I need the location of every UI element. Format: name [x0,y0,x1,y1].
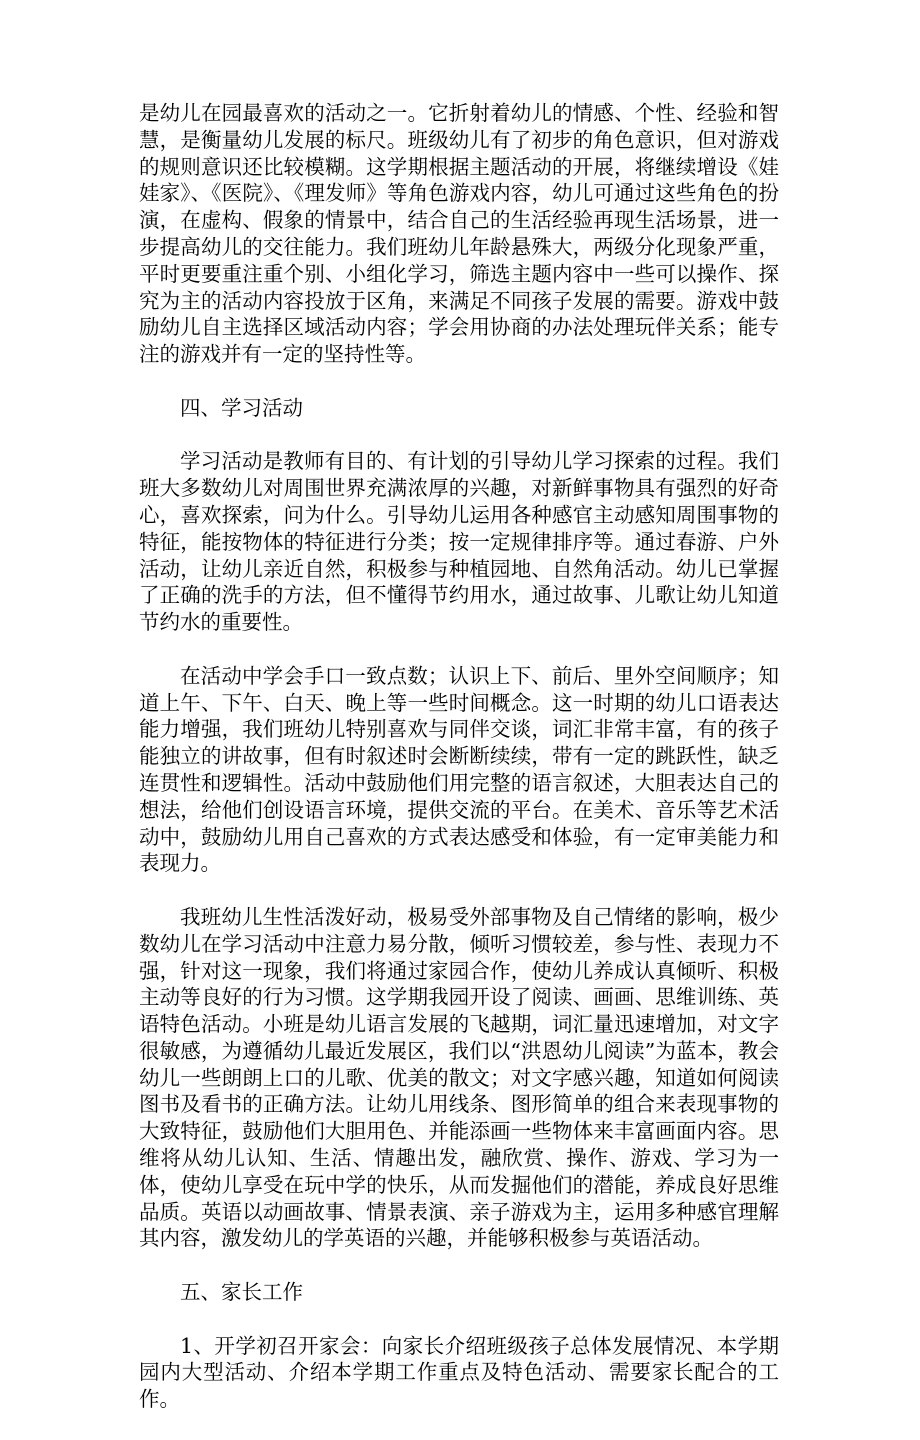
section-heading-parent-work: 五、家长工作 [180,1280,303,1305]
paragraph-role-play: 是幼儿在园最喜欢的活动之一。它折射着幼儿的情感、个性、经验和智慧，是衡量幼儿发展的标尺。班级幼儿有了初步的角色意识，但对游戏的规则意识还比较模糊。这学期根据主题活动的开展，将继续增设《娃娃家》、《医院》、《理发师》等角色游戏内容，幼儿可通过这些角色的扮演，在虚构、假象的情景中，结合自己的生活经验再现生活场景，进一步提高幼儿的交往能力。我们班幼儿年龄悬殊大，两级分化现象严重，平时更要重注重个别、小组化学习，筛选主题内容中一些可以操作、探究为主的活动内容投放于区角，来满足不同孩子发展的需要。游戏中鼓励幼儿自主选择区域活动内容；学会用协商的办法处理玩伴关系；能专注的游戏并有一定的坚持性等。 [139,101,779,367]
paragraph-counting-language: 在活动中学会手口一致点数；认识上下、前后、里外空间顺序；知道上午、下午、白天、晚上等一些时间概念。这一时期的幼儿口语表达能力增强，我们班幼儿特别喜欢与同伴交谈，词汇非常丰富，有的孩子能独立的讲故事，但有时叙述时会断断续续，带有一定的跳跃性，缺乏连贯性和逻辑性。活动中鼓励他们用完整的语言叙述，大胆表达自己的想法，给他们创设语言环境，提供交流的平台。在美术、音乐等艺术活动中，鼓励幼儿用自己喜欢的方式表达感受和体验，有一定审美能力和表现力。 [139,663,779,876]
paragraph-class-characteristics: 我班幼儿生性活泼好动，极易受外部事物及自己情绪的影响，极少数幼儿在学习活动中注意力易分散，倾听习惯较差，参与性、表现力不强，针对这一现象，我们将通过家园合作，使幼儿养成认真倾听、积极主动等良好的行为习惯。这学期我园开设了阅读、画画、思维训练、英语特色活动。小班是幼儿语言发展的飞越期，词汇量迅速增加，对文字很敏感，为遵循幼儿最近发展区，我们以“洪恩幼儿阅读”为蓝本，教会幼儿一些朗朗上口的儿歌、优美的散文；对文字感兴趣，知道如何阅读图书及看书的正确方法。让幼儿用线条、图形简单的组合来表现事物的大致特征，鼓励他们大胆用色、并能添画一些物体来丰富画面内容。思维将从幼儿认知、生活、情趣出发，融欣赏、操作、游戏、学习为一体，使幼儿享受在玩中学的快乐，从而发掘他们的潜能，养成良好思维品质。英语以动画故事、情景表演、亲子游戏为主，运用多种感官理解其内容，激发幼儿的学英语的兴趣，并能够积极参与英语活动。 [139,904,779,1251]
paragraph-learning-activities: 学习活动是教师有目的、有计划的引导幼儿学习探索的过程。我们班大多数幼儿对周围世界充满浓厚的兴趣，对新鲜事物具有强烈的好奇心，喜欢探索，问为什么。引导幼儿运用各种感官主动感知周围事物的特征，能按物体的特征进行分类；按一定规律排序等。通过春游、户外活动，让幼儿亲近自然，积极参与种植园地、自然角活动。幼儿已掌握了正确的洗手的方法，但不懂得节约用水，通过故事、儿歌让幼儿知道节约水的重要性。 [139,449,779,635]
section-heading-learning-activities: 四、学习活动 [180,395,303,420]
document-page [139,100,779,1440]
paragraph-parent-meeting: 1、开学初召开家会：向家长介绍班级孩子总体发展情况、本学期园内大型活动、介绍本学期工作重点及特色活动、需要家长配合的工作。 [139,1333,779,1412]
